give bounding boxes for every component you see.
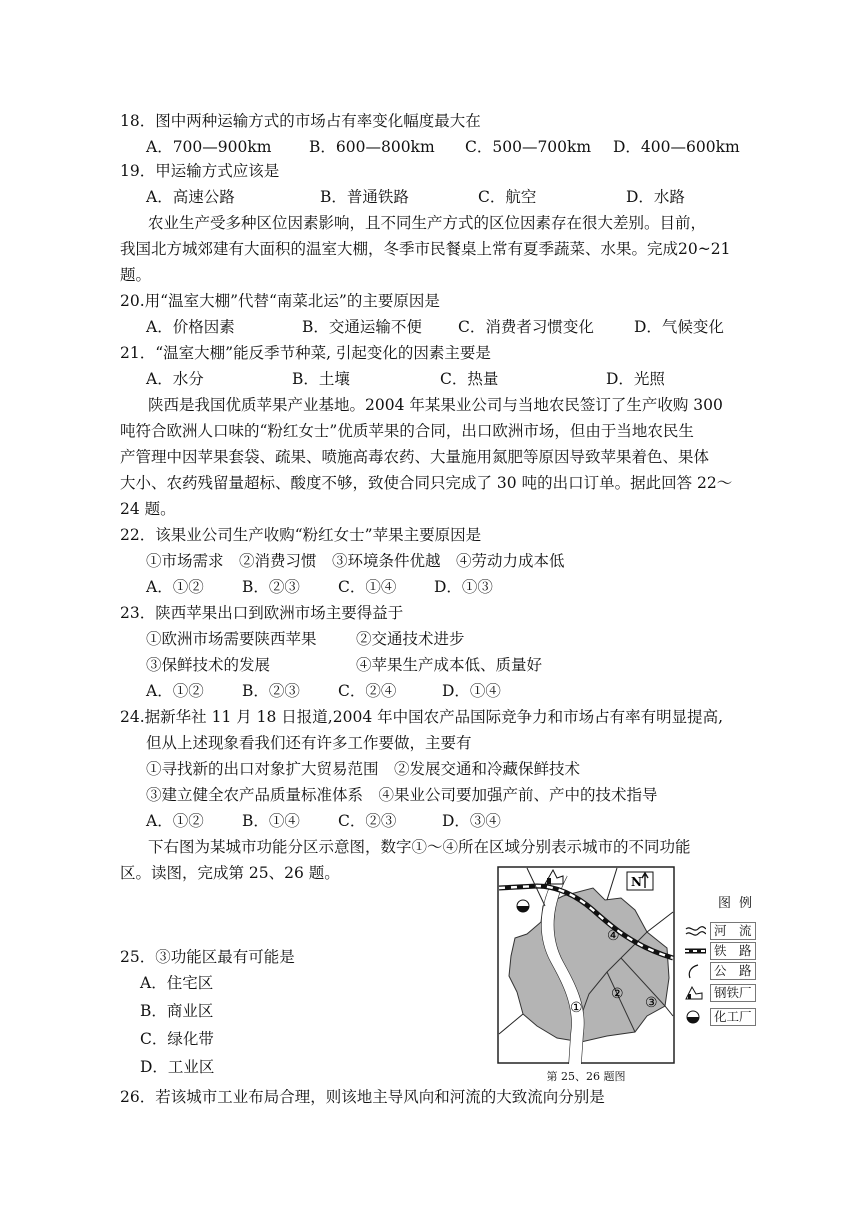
q24-continued: 但从上述现象看我们还有许多工作要做，主要有 (146, 734, 472, 752)
question-26: 26．若该城市工业布局合理，则该地主导风向和河流的大致流向分别是 (120, 1088, 605, 1106)
q23-items-row-2 (146, 654, 542, 676)
q19-options (146, 186, 685, 208)
q25-option-a: A．住宅区 (140, 974, 214, 992)
city-function-map (497, 866, 675, 1064)
option-d: D．①④ (442, 682, 501, 700)
paragraph-22-24-line-2: 吨符合欧洲人口味的“粉红女士”优质苹果的合同，出口欧洲市场，但由于当地农民生 (120, 422, 694, 440)
option-b: B．土壤 (292, 370, 350, 388)
option-c: C．②④ (338, 682, 397, 700)
paragraph-20-21-line-1: 农业生产受多种区位因素影响，且不同生产方式的区位因素存在很大差别。目前， (148, 214, 707, 232)
zone-4-label: ④ (607, 928, 620, 944)
question-23: 23．陕西苹果出口到欧洲市场主要得益于 (120, 604, 404, 622)
option-b: B．交通运输不便 (302, 318, 422, 336)
paragraph-20-21-line-3: 题。 (120, 266, 152, 284)
option-c: C．②③ (338, 812, 397, 830)
question-19: 19．甲运输方式应该是 (120, 162, 280, 180)
q25-option-c: C．绿化带 (140, 1030, 214, 1048)
option-d: D．③④ (442, 812, 501, 830)
river-icon (684, 923, 706, 939)
question-21: 21．“温室大棚”能反季节种菜, 引起变化的因素主要是 (120, 344, 491, 362)
question-25: 25．③功能区最有可能是 (120, 948, 295, 966)
option-b: B．②③ (242, 682, 300, 700)
paragraph-20-21-line-2: 我国北方城郊建有大面积的温室大棚，冬季市民餐桌上常有夏季蔬菜、水果。完成20~21 (120, 240, 731, 258)
zone-3-label: ③ (645, 995, 658, 1011)
paragraph-22-24-line-5: 24 题。 (120, 500, 176, 518)
road-icon (684, 963, 706, 979)
q25-option-d: D．工业区 (140, 1058, 215, 1076)
q25-option-b: B．商业区 (140, 1002, 214, 1020)
option-b: B．①④ (242, 812, 300, 830)
option-c: C．热量 (440, 370, 499, 388)
legend-label: 公 路 (710, 962, 756, 980)
q23-items-row-1 (146, 628, 465, 650)
option-a: A．①② (146, 812, 204, 830)
q24-items-row-2: ③建立健全农产品质量标准体系 ④果业公司要加强产前、产中的技术指导 (146, 786, 658, 804)
option-a: A．高速公路 (146, 188, 235, 206)
question-20: 20.用“温室大棚”代替“南菜北运”的主要原因是 (120, 292, 440, 310)
item-1: ①欧洲市场需要陕西苹果 (146, 630, 317, 648)
chemical-plant-icon (517, 900, 529, 912)
map-caption: 第 25、26 题图 (546, 1070, 626, 1083)
legend-label: 河 流 (710, 922, 756, 940)
steel-plant-icon (684, 985, 706, 1001)
option-c: C．500—700km (465, 138, 592, 156)
legend-item-river (684, 922, 774, 940)
question-22: 22．该果业公司生产收购“粉红女士”苹果主要原因是 (120, 526, 482, 544)
q21-options (146, 368, 665, 390)
q22-items: ①市场需求 ②消费习惯 ③环境条件优越 ④劳动力成本低 (146, 552, 565, 570)
q18-options (146, 136, 740, 158)
option-b: B．600—800km (309, 138, 435, 156)
legend-item-railway (684, 942, 774, 960)
paragraph-22-24-line-1: 陕西是我国优质苹果产业基地。2004 年某果业公司与当地农民签订了生产收购 300 (148, 396, 723, 414)
option-a: A．700—900km (146, 138, 272, 156)
option-d: D．400—600km (613, 138, 740, 156)
q24-options (146, 810, 501, 832)
option-a: A．①② (146, 578, 204, 596)
q23-options (146, 680, 501, 702)
option-d: D．气候变化 (634, 318, 724, 336)
paragraph-22-24-line-4: 大小、农药残留量超标、酸度不够，致使合同只完成了 30 吨的出口订单。据此回答 22～ (120, 474, 733, 492)
legend-item-chemical (684, 1008, 774, 1026)
railway-icon (684, 943, 706, 959)
item-2: ②交通技术进步 (356, 630, 465, 648)
paragraph-25-26-line-2: 区。读图，完成第 25、26 题。 (120, 864, 340, 882)
option-d: D．光照 (606, 370, 665, 388)
option-c: C．①④ (338, 578, 397, 596)
legend-title: 图例 (718, 896, 761, 911)
q22-options (146, 576, 493, 598)
legend-label: 化工厂 (710, 1008, 756, 1026)
zone-1-label: ① (570, 1000, 583, 1016)
option-a: A．价格因素 (146, 318, 235, 336)
item-3: ③保鲜技术的发展 (146, 656, 271, 674)
legend-item-steel (684, 984, 774, 1002)
option-d: D．水路 (626, 188, 685, 206)
option-c: C．航空 (478, 188, 537, 206)
option-c: C．消费者习惯变化 (458, 318, 594, 336)
paragraph-25-26-line-1: 下右图为某城市功能分区示意图，数字①～④所在区域分别表示城市的不同功能 (148, 838, 691, 856)
q24-items-row-1: ①寻找新的出口对象扩大贸易范围 ②发展交通和冷藏保鲜技术 (146, 760, 581, 778)
option-d: D．①③ (434, 578, 493, 596)
chemical-plant-icon (684, 1009, 706, 1025)
legend-item-road (684, 962, 774, 980)
item-4: ④苹果生产成本低、质量好 (356, 656, 543, 674)
legend-label: 铁 路 (710, 942, 756, 960)
paragraph-22-24-line-3: 产管理中因苹果套袋、疏果、喷施高毒农药、大量施用氮肥等原因导致苹果着色、果体 (120, 448, 710, 466)
north-label: N (631, 875, 642, 889)
option-b: B．普通铁路 (320, 188, 409, 206)
question-18: 18．图中两种运输方式的市场占有率变化幅度最大在 (120, 112, 481, 130)
q20-options (146, 316, 724, 338)
zone-2-label: ② (611, 986, 624, 1002)
option-b: B．②③ (242, 578, 300, 596)
question-24: 24.据新华社 11 月 18 日报道,2004 年中国农产品国际竞争力和市场占有率有明显提高, (120, 708, 724, 726)
city-map-svg (497, 866, 675, 1064)
legend-label: 钢铁厂 (710, 984, 756, 1002)
option-a: A．①② (146, 682, 204, 700)
option-a: A．水分 (146, 370, 204, 388)
